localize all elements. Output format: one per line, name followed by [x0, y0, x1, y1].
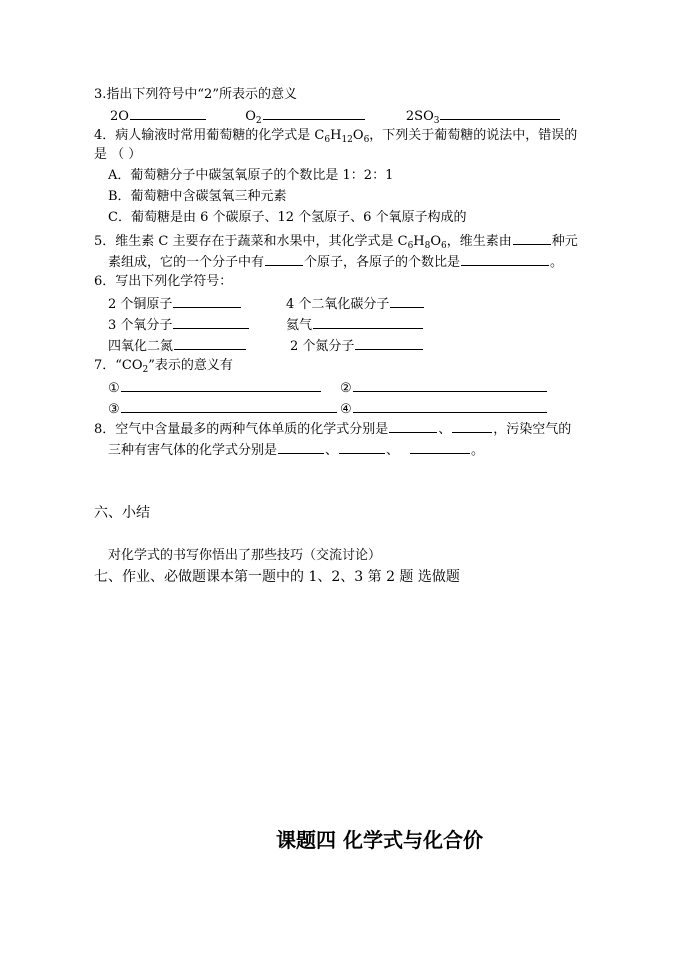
q6-item-3: 3 个氧分子 — [108, 315, 250, 335]
q7-item-3: ③ — [108, 399, 338, 419]
question-8-line2: 三种有害气体的化学式分别是 、 、 。 — [108, 440, 484, 460]
question-5: 5．维生素 C 主要存在于蔬菜和水果中，其化学式是 $C_6H_8O_6$，维生素由 种元 — [94, 231, 578, 251]
blank-q8-2[interactable] — [452, 419, 492, 433]
q6-item-1: 2 个铜原子 — [108, 294, 242, 314]
blank-q6-6[interactable] — [355, 336, 423, 350]
q7-item-1: ① — [108, 378, 322, 398]
question-7: 7．“$CO_2$”表示的意义有 — [94, 358, 233, 375]
q7-item-4: ④ — [340, 399, 548, 419]
q7-item-2: ② — [340, 378, 548, 398]
blank-o2[interactable] — [263, 106, 365, 120]
blank-q7-2[interactable] — [353, 378, 547, 392]
option-a[interactable]: A．葡萄糖分子中碳氢氧原子的个数比是 1：2：1 — [108, 168, 394, 183]
blank-q6-3[interactable] — [173, 315, 249, 329]
question-3: 3.指出下列符号中“2”所表示的意义 — [94, 87, 297, 102]
blank-atom-count[interactable] — [265, 252, 303, 266]
option-c[interactable]: C．葡萄糖是由 6 个碳原子、12 个氢原子、6 个氧原子构成的 — [108, 210, 467, 225]
q6-item-5: 四氧化二氮 — [108, 336, 247, 356]
question-4-prompt: 是 （ ） — [94, 147, 142, 162]
blank-q6-2[interactable] — [390, 294, 424, 308]
blank-element-count[interactable] — [513, 231, 551, 245]
blank-2o[interactable] — [130, 106, 206, 120]
question-4: 4．病人输液时常用葡萄糖的化学式是 $C_6H_{12}O_6$，下列关于葡萄糖的说法中，错误的 — [94, 128, 578, 145]
section-6-body: 对化学式的书写你悟出了那些技巧（交流讨论） — [108, 548, 382, 563]
blank-q6-5[interactable] — [174, 336, 246, 350]
blank-q6-1[interactable] — [173, 294, 241, 308]
lesson-title: 课题四 化学式与化合价 — [276, 828, 483, 852]
q6-item-6: 2 个氮分子 — [290, 336, 424, 356]
option-b[interactable]: B．葡萄糖中含碳氢氧三种元素 — [108, 189, 287, 204]
blank-atom-ratio[interactable] — [461, 252, 549, 266]
blank-q8-3[interactable] — [278, 440, 324, 454]
question-8: 8．空气中含量最多的两种气体单质的化学式分别是 、 ，污染空气的 — [94, 419, 571, 439]
section-7: 七、作业、必做题课本第一题中的 1、2、3 第 2 题 选做题 — [94, 569, 460, 585]
blank-2so3[interactable] — [440, 106, 560, 120]
section-6-heading: 六、小结 — [94, 505, 150, 521]
blank-q7-4[interactable] — [353, 399, 547, 413]
question-5-line2: 素组成，它的一个分子中有 个原子，各原子的个数比是 。 — [108, 252, 563, 272]
question-6: 6．写出下列化学符号： — [94, 274, 233, 289]
blank-q6-4[interactable] — [313, 315, 423, 329]
blank-q7-1[interactable] — [121, 378, 321, 392]
blank-q8-5[interactable] — [410, 440, 470, 454]
blank-q8-1[interactable] — [389, 419, 437, 433]
q6-item-2: 4 个二氧化碳分子 — [286, 294, 425, 314]
blank-q7-3[interactable] — [121, 399, 337, 413]
question-3-items: 2O $O_2$ $2SO_3$ — [110, 106, 561, 126]
blank-q8-4[interactable] — [339, 440, 385, 454]
q6-item-4: 氦气 — [286, 315, 424, 335]
